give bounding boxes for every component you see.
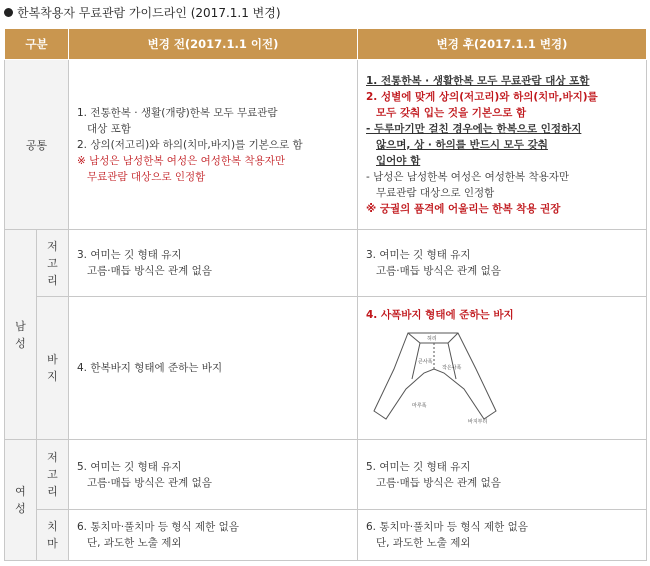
pants-label-small: 작은사폭 bbox=[442, 365, 462, 371]
guideline-table bbox=[4, 28, 647, 561]
common-before-line: 1. 전통한복 · 생활(개량)한복 모두 무료관람 bbox=[77, 106, 278, 119]
common-after-line: 모두 갖춰 입는 것을 기본으로 함 bbox=[376, 106, 527, 119]
male-jeogori-line: 고름·매듭 방식은 관계 없음 bbox=[87, 265, 212, 277]
table-row-male-jeogori bbox=[5, 230, 647, 297]
group-female: 여성 bbox=[5, 440, 37, 561]
common-after-cell bbox=[358, 60, 647, 230]
pants-label-hem: 바지부리 bbox=[468, 419, 488, 425]
sub-chima: 치마 bbox=[37, 510, 69, 561]
male-baji-before bbox=[69, 297, 358, 440]
bullet-icon bbox=[4, 8, 13, 17]
female-jeogori-before bbox=[69, 440, 358, 510]
common-before-note: 무료관람 대상으로 인정함 bbox=[87, 170, 206, 183]
common-after-line: 않으며, 상 · 하의를 반드시 모두 갖춰 bbox=[376, 138, 548, 151]
female-chima-line: 6. 통치마·풀치마 등 형식 제한 없음 bbox=[77, 521, 239, 533]
table-row-common bbox=[5, 60, 647, 230]
header-after: 변경 후(2017.1.1 변경) bbox=[358, 29, 647, 60]
female-chima-after bbox=[358, 510, 647, 561]
female-jeogori-line: 5. 여미는 깃 형태 유지 bbox=[77, 460, 182, 473]
female-chima-line: 단, 과도한 노출 제외 bbox=[376, 537, 471, 549]
common-before-line: 대상 포함 bbox=[87, 122, 131, 135]
page-title-text: 한복착용자 무료관람 가이드라인 (2017.1.1 변경) bbox=[17, 6, 281, 20]
common-after-line: 2. 성별에 맞게 상의(저고리)와 하의(치마,바지)를 bbox=[366, 90, 598, 103]
male-jeogori-line: 3. 여미는 깃 형태 유지 bbox=[77, 249, 182, 261]
common-after-line: - 남성은 남성한복 여성은 여성한복 착용자만 bbox=[366, 170, 570, 183]
table-row-male-baji bbox=[5, 297, 647, 440]
male-jeogori-line: 3. 여미는 깃 형태 유지 bbox=[366, 249, 471, 261]
group-common: 공통 bbox=[5, 60, 69, 230]
sub-baji: 바지 bbox=[37, 297, 69, 440]
common-after-line: 입어야 함 bbox=[376, 154, 421, 167]
sub-jeogori: 저고리 bbox=[37, 230, 69, 297]
male-baji-after bbox=[358, 297, 647, 440]
common-after-line: 1. 전통한복 · 생활한복 모두 무료관람 대상 포함 bbox=[366, 74, 590, 87]
sub-jeogori: 저고리 bbox=[37, 440, 69, 510]
pants-label-leg: 마루폭 bbox=[412, 403, 427, 409]
header-category: 구분 bbox=[5, 29, 69, 60]
group-male: 남성 bbox=[5, 230, 37, 440]
table-row-female-chima bbox=[5, 510, 647, 561]
female-chima-line: 단, 과도한 노출 제외 bbox=[87, 537, 182, 549]
female-jeogori-line: 고름·매듭 방식은 관계 없음 bbox=[87, 476, 212, 489]
table-header-row bbox=[5, 29, 647, 60]
common-before-note: ※ 남성은 남성한복 여성은 여성한복 착용자만 bbox=[77, 154, 286, 167]
male-baji-after-text: 4. 사폭바지 형태에 준하는 바지 bbox=[366, 309, 514, 321]
page-title bbox=[4, 4, 281, 21]
pants-label-waist: 허리 bbox=[427, 336, 437, 342]
header-before: 변경 전(2017.1.1 이전) bbox=[69, 29, 358, 60]
pants-label-big: 큰사폭 bbox=[418, 359, 433, 365]
female-chima-before bbox=[69, 510, 358, 561]
common-after-line: - 두루마기만 걸친 경우에는 한복으로 인정하지 bbox=[366, 122, 582, 135]
common-before-cell bbox=[69, 60, 358, 230]
female-jeogori-line: 고름·매듭 방식은 관계 없음 bbox=[376, 476, 501, 489]
table-row-female-jeogori bbox=[5, 440, 647, 510]
common-before-line: 2. 상의(저고리)와 하의(치마,바지)를 기본으로 함 bbox=[77, 138, 303, 151]
female-jeogori-after bbox=[358, 440, 647, 510]
female-jeogori-line: 5. 여미는 깃 형태 유지 bbox=[366, 460, 471, 473]
common-after-line: 무료관람 대상으로 인정함 bbox=[376, 186, 495, 199]
male-jeogori-line: 고름·매듭 방식은 관계 없음 bbox=[376, 265, 501, 277]
sapok-pants-diagram bbox=[372, 329, 502, 425]
male-jeogori-after bbox=[358, 230, 647, 297]
common-after-note: ※ 궁궐의 품격에 어울리는 한복 착용 권장 bbox=[366, 202, 561, 215]
male-baji-before-text: 4. 한복바지 형태에 준하는 바지 bbox=[77, 362, 223, 374]
male-jeogori-before bbox=[69, 230, 358, 297]
female-chima-line: 6. 통치마·풀치마 등 형식 제한 없음 bbox=[366, 521, 528, 533]
